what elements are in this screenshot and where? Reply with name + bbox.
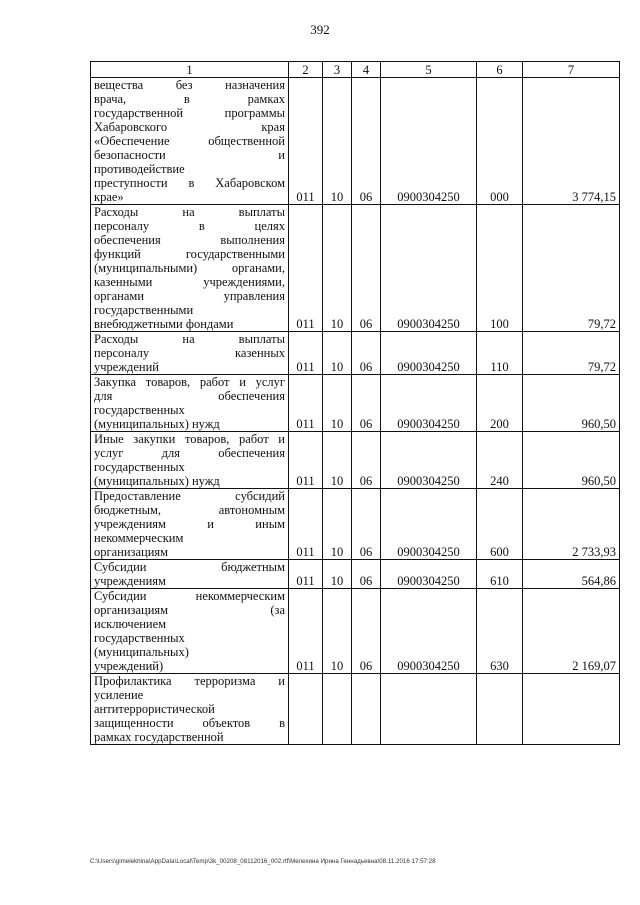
subsection-code: 06 bbox=[352, 205, 381, 332]
expense-description bbox=[91, 489, 289, 560]
table-row bbox=[91, 560, 620, 589]
section-code: 10 bbox=[323, 589, 352, 674]
description-line: (муниципальных) bbox=[94, 645, 189, 659]
expense-type-code bbox=[477, 674, 523, 745]
description-line: учреждениям и иным bbox=[94, 517, 285, 531]
amount bbox=[523, 674, 620, 745]
description-line: государственных bbox=[94, 460, 185, 474]
column-header: 4 bbox=[352, 62, 381, 78]
target-article-code: 0900304250 bbox=[381, 332, 477, 375]
subsection-code: 06 bbox=[352, 332, 381, 375]
description-line: безопасности и bbox=[94, 148, 285, 162]
expense-description bbox=[91, 78, 289, 205]
expense-type-code: 000 bbox=[477, 78, 523, 205]
description-line: Субсидии бюджетным bbox=[94, 560, 285, 574]
section-code: 10 bbox=[323, 489, 352, 560]
expense-type-code: 630 bbox=[477, 589, 523, 674]
ministry-code: 011 bbox=[289, 78, 323, 205]
section-code: 10 bbox=[323, 432, 352, 489]
table-row bbox=[91, 489, 620, 560]
description-line: внебюджетными фондами bbox=[94, 317, 234, 331]
target-article-code: 0900304250 bbox=[381, 205, 477, 332]
subsection-code: 06 bbox=[352, 489, 381, 560]
target-article-code: 0900304250 bbox=[381, 589, 477, 674]
description-line: обеспечения выполнения bbox=[94, 233, 285, 247]
description-line: государственных bbox=[94, 403, 185, 417]
description-line: учреждений bbox=[94, 360, 159, 374]
description-line: услуг для обеспечения bbox=[94, 446, 285, 460]
description-line: учреждениям bbox=[94, 574, 166, 588]
table-row bbox=[91, 205, 620, 332]
description-line: учреждений) bbox=[94, 659, 164, 673]
description-line: организациям bbox=[94, 545, 169, 559]
description-line: органами управления bbox=[94, 289, 285, 303]
table-row bbox=[91, 432, 620, 489]
expense-description bbox=[91, 589, 289, 674]
description-line: крае» bbox=[94, 190, 124, 204]
description-line: персоналу в целях bbox=[94, 219, 285, 233]
amount: 2 169,07 bbox=[523, 589, 620, 674]
description-line: Иные закупки товаров, работ и bbox=[94, 432, 285, 446]
section-code: 10 bbox=[323, 78, 352, 205]
amount: 3 774,15 bbox=[523, 78, 620, 205]
subsection-code: 06 bbox=[352, 78, 381, 205]
target-article-code: 0900304250 bbox=[381, 78, 477, 205]
column-header: 1 bbox=[91, 62, 289, 78]
description-line: преступности в Хабаровском bbox=[94, 176, 285, 190]
amount: 79,72 bbox=[523, 205, 620, 332]
column-header: 2 bbox=[289, 62, 323, 78]
table-row bbox=[91, 375, 620, 432]
ministry-code: 011 bbox=[289, 205, 323, 332]
description-line: казенными учреждениями, bbox=[94, 275, 285, 289]
table-row bbox=[91, 332, 620, 375]
description-line: Расходы на выплаты bbox=[94, 205, 285, 219]
target-article-code: 0900304250 bbox=[381, 489, 477, 560]
table-row bbox=[91, 589, 620, 674]
description-line: (муниципальными) органами, bbox=[94, 261, 285, 275]
subsection-code: 06 bbox=[352, 560, 381, 589]
description-line: (муниципальных) нужд bbox=[94, 474, 220, 488]
section-code bbox=[323, 674, 352, 745]
header-row bbox=[91, 62, 620, 78]
subsection-code: 06 bbox=[352, 432, 381, 489]
subsection-code: 06 bbox=[352, 589, 381, 674]
amount: 564,86 bbox=[523, 560, 620, 589]
description-line: Расходы на выплаты bbox=[94, 332, 285, 346]
budget-table bbox=[90, 61, 620, 745]
column-header: 7 bbox=[523, 62, 620, 78]
column-header: 5 bbox=[381, 62, 477, 78]
target-article-code: 0900304250 bbox=[381, 432, 477, 489]
table-row bbox=[91, 674, 620, 745]
description-line: государственных bbox=[94, 631, 185, 645]
table-row bbox=[91, 78, 620, 205]
ministry-code: 011 bbox=[289, 489, 323, 560]
expense-type-code: 610 bbox=[477, 560, 523, 589]
target-article-code: 0900304250 bbox=[381, 375, 477, 432]
description-line: государственной программы bbox=[94, 106, 285, 120]
description-line: персоналу казенных bbox=[94, 346, 285, 360]
ministry-code: 011 bbox=[289, 332, 323, 375]
ministry-code: 011 bbox=[289, 375, 323, 432]
description-line: антитеррористической bbox=[94, 702, 215, 716]
page-number: 392 bbox=[310, 22, 330, 37]
description-line: организациям (за bbox=[94, 603, 285, 617]
description-line: Закупка товаров, работ и услуг bbox=[94, 375, 285, 389]
ministry-code bbox=[289, 674, 323, 745]
expense-type-code: 110 bbox=[477, 332, 523, 375]
description-line: врача, в рамках bbox=[94, 92, 285, 106]
description-line: усиление bbox=[94, 688, 144, 702]
ministry-code: 011 bbox=[289, 589, 323, 674]
section-code: 10 bbox=[323, 205, 352, 332]
column-header: 6 bbox=[477, 62, 523, 78]
amount: 960,50 bbox=[523, 432, 620, 489]
section-code: 10 bbox=[323, 560, 352, 589]
description-line: (муниципальных) нужд bbox=[94, 417, 220, 431]
description-line: «Обеспечение общественной bbox=[94, 134, 285, 148]
subsection-code: 06 bbox=[352, 375, 381, 432]
description-line: Предоставление субсидий bbox=[94, 489, 285, 503]
expense-description bbox=[91, 332, 289, 375]
description-line: вещества без назначения bbox=[94, 78, 285, 92]
description-line: противодействие bbox=[94, 162, 185, 176]
ministry-code: 011 bbox=[289, 432, 323, 489]
description-line: Хабаровского края bbox=[94, 120, 285, 134]
description-line: Субсидии некоммерческим bbox=[94, 589, 285, 603]
description-line: функций государственными bbox=[94, 247, 285, 261]
file-path-footer: C:\Users\gimelekhina\AppData\Local\Temp\3k_00208_08112016_002.rtf\Мелехина Ирина Геннадьевна\08.11.2016 17:57:28 bbox=[90, 858, 436, 865]
target-article-code: 0900304250 bbox=[381, 560, 477, 589]
column-header: 3 bbox=[323, 62, 352, 78]
description-line: исключением bbox=[94, 617, 167, 631]
amount: 79,72 bbox=[523, 332, 620, 375]
section-code: 10 bbox=[323, 375, 352, 432]
expense-description bbox=[91, 560, 289, 589]
section-code: 10 bbox=[323, 332, 352, 375]
expense-type-code: 200 bbox=[477, 375, 523, 432]
amount: 2 733,93 bbox=[523, 489, 620, 560]
description-line: рамках государственной bbox=[94, 730, 224, 744]
description-line: бюджетным, автономным bbox=[94, 503, 285, 517]
expense-type-code: 240 bbox=[477, 432, 523, 489]
expense-type-code: 600 bbox=[477, 489, 523, 560]
expense-type-code: 100 bbox=[477, 205, 523, 332]
description-line: для обеспечения bbox=[94, 389, 285, 403]
expense-description bbox=[91, 205, 289, 332]
description-line: Профилактика терроризма и bbox=[94, 674, 285, 688]
expense-description bbox=[91, 674, 289, 745]
ministry-code: 011 bbox=[289, 560, 323, 589]
expense-description bbox=[91, 432, 289, 489]
description-line: государственными bbox=[94, 303, 194, 317]
subsection-code bbox=[352, 674, 381, 745]
amount: 960,50 bbox=[523, 375, 620, 432]
description-line: защищенности объектов в bbox=[94, 716, 285, 730]
description-line: некоммерческим bbox=[94, 531, 184, 545]
target-article-code bbox=[381, 674, 477, 745]
expense-description bbox=[91, 375, 289, 432]
